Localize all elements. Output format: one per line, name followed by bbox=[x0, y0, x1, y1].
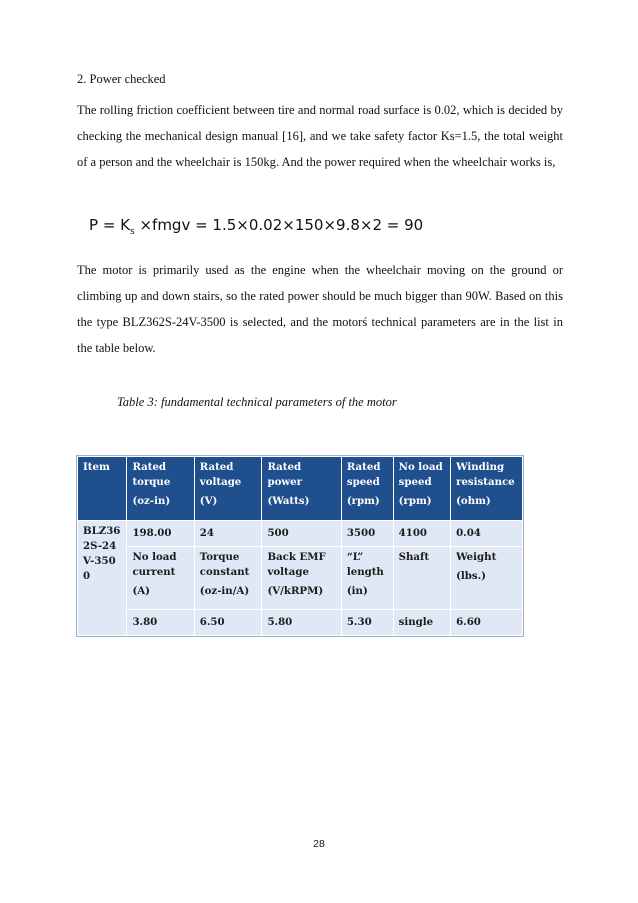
table-header-cell: Rated power (Watts) bbox=[262, 457, 341, 521]
table-cell: 4100 bbox=[393, 520, 450, 546]
table-subheader-cell: Weight (lbs.) bbox=[451, 546, 523, 610]
table-subheader-cell: Shaft bbox=[393, 546, 450, 610]
formula-rhs: ×fmgv = 1.5×0.02×150×9.8×2 = 90 bbox=[134, 216, 424, 234]
section-heading: 2. Power checked bbox=[77, 72, 166, 86]
table-subheader-row bbox=[78, 546, 523, 610]
table-header-cell: Winding resistance (ohm) bbox=[451, 457, 523, 521]
table-header-cell: Item bbox=[78, 457, 127, 521]
table-cell: 3500 bbox=[341, 520, 393, 546]
paragraph-rolling-friction: The rolling friction coefficient between tire and normal road surface is 0.02, which is decided by checking the mechanical design manual [16], and we take safety factor Ks=1.5, the total weight of a person and the wheelchair is 150kg. And the power required when the wheelchair works is, bbox=[77, 103, 563, 169]
paragraph-motor-selection: The motor is primarily used as the engine when the wheelchair moving on the ground or climbing up and down stairs, so the rated power should be much bigger than 90W. Based on this the type BLZ362S-24V-3500 is selected, and the motorś technical parameters are in the list in the table below. bbox=[77, 263, 563, 355]
table-row bbox=[78, 610, 523, 636]
table-header-cell: Rated torque (oz-in) bbox=[127, 457, 194, 521]
table-cell: 5.80 bbox=[262, 610, 341, 636]
table-header-row bbox=[78, 457, 523, 521]
motor-parameters-table bbox=[76, 455, 524, 637]
table-cell: 6.50 bbox=[194, 610, 262, 636]
table-cell: 0.04 bbox=[451, 520, 523, 546]
table-header-cell: Rated voltage (V) bbox=[194, 457, 262, 521]
page-number: 28 bbox=[313, 838, 325, 850]
table-cell: single bbox=[393, 610, 450, 636]
table-item-cell: BLZ362S-24V-3500 bbox=[78, 520, 127, 636]
table-cell: 3.80 bbox=[127, 610, 194, 636]
table-caption: Table 3: fundamental technical parameters of the motor bbox=[117, 395, 397, 409]
table-cell: 5.30 bbox=[341, 610, 393, 636]
table-subheader-cell: “L” length (in) bbox=[341, 546, 393, 610]
table-cell: 24 bbox=[194, 520, 262, 546]
table-subheader-cell: Torque constant (oz-in/A) bbox=[194, 546, 262, 610]
formula-lhs: P = K bbox=[89, 216, 130, 234]
table-subheader-cell: No load current (A) bbox=[127, 546, 194, 610]
table-cell: 6.60 bbox=[451, 610, 523, 636]
table-row bbox=[78, 520, 523, 546]
table-cell: 198.00 bbox=[127, 520, 194, 546]
table-header-cell: No load speed (rpm) bbox=[393, 457, 450, 521]
table-subheader-cell: Back EMF voltage (V/kRPM) bbox=[262, 546, 341, 610]
table-header-cell: Rated speed (rpm) bbox=[341, 457, 393, 521]
formula-subscript: s bbox=[130, 227, 135, 237]
table-cell: 500 bbox=[262, 520, 341, 546]
power-formula bbox=[89, 216, 423, 237]
